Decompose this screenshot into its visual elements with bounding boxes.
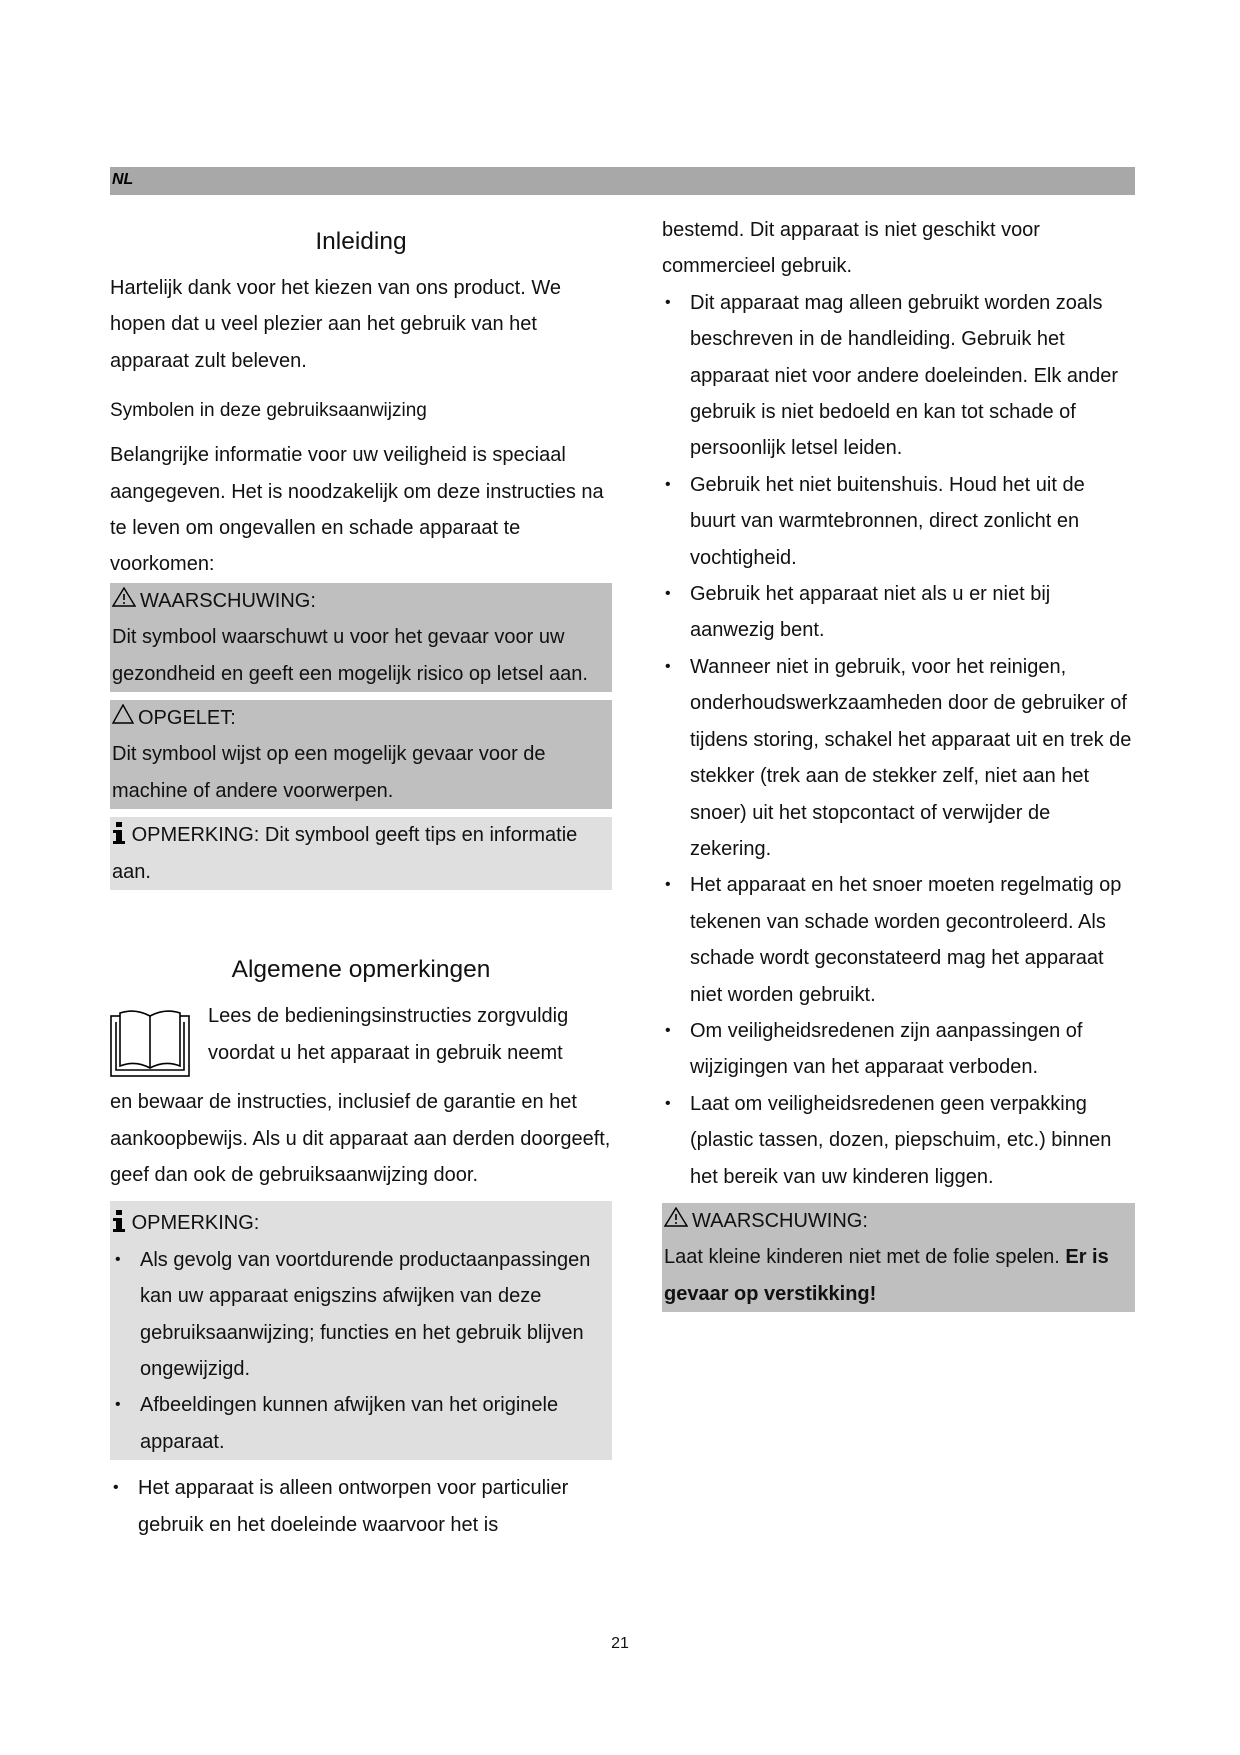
left-bullet-list [110, 1470, 612, 1543]
list-item: • Om veiligheidsredenen zijn aanpassingen of wijzigingen van het apparaat verboden. [662, 1013, 1135, 1086]
bullet: • [665, 293, 671, 311]
bullet: • [665, 876, 671, 894]
list-item: • Laat om veiligheidsredenen geen verpakking (plastic tassen, dozen, piepschuim, etc.) binnen het bereik van uw kinderen liggen. [662, 1086, 1135, 1195]
note-label: OPMERKING: [131, 824, 260, 847]
continuation-text: bestemd. Dit apparaat is niet geschikt voor commercieel gebruik. [662, 219, 1040, 278]
bullet: • [665, 585, 671, 603]
bullet: • [665, 1021, 671, 1039]
left-column [110, 210, 612, 1543]
list-item: • Afbeeldingen kunnen afwijken van het originele apparaat. [112, 1387, 610, 1460]
note2-label: OPMERKING: [131, 1212, 260, 1235]
note-text: Dit symbool geeft tips en informatie aan. [112, 824, 578, 883]
page-number: 21 [611, 1635, 629, 1652]
symbols-title: Symbolen in deze gebruiksaanwijzing [110, 400, 427, 422]
bullet: • [113, 1479, 119, 1497]
bullet: • [665, 657, 671, 675]
list-item: • Als gevolg van voortdurende productaanpassingen kan uw apparaat enigszins afwijken van deze gebruiksaanwijzing; functies en het gebruik blijven ongewijzigd. [112, 1242, 610, 1388]
warning-text-2: Laat kleine kinderen niet met de folie spelen. Er is gevaar op verstikking! [664, 1246, 1109, 1305]
intro-text: Hartelijk dank voor het kiezen van ons product. We hopen dat u veel plezier aan het gebruik van het apparaat zult beleven. [110, 277, 561, 372]
caution-box [110, 700, 612, 809]
right-column [662, 212, 1135, 1312]
bullet: • [115, 1396, 121, 1414]
caution-text: Dit symbool wijst op een mogelijk gevaar voor de machine of andere voorwerpen. [112, 743, 546, 802]
caution-triangle-icon [112, 700, 134, 736]
bullet: • [665, 1094, 671, 1112]
note2-box [110, 1201, 612, 1460]
warning-triangle-icon [112, 583, 136, 619]
header-bar [110, 167, 1135, 195]
list-item: • Gebruik het niet buitenshuis. Houd het uit de buurt van warmtebronnen, direct zonlicht en vochtigheid. [662, 467, 1135, 576]
warning-box-2 [662, 1203, 1135, 1312]
language-code: NL [112, 171, 134, 188]
list-item: • Het apparaat is alleen ontworpen voor particulier gebruik en het doeleinde waarvoor het is [110, 1470, 612, 1543]
right-bullet-list [662, 285, 1135, 1195]
caution-label: OPGELET: [138, 707, 236, 730]
note2-list [112, 1242, 610, 1460]
bullet: • [665, 475, 671, 493]
manual-row [110, 998, 612, 1084]
list-item: • Wanneer niet in gebruik, voor het reinigen, onderhoudswerkzaamheden door de gebruiker of tijdens storing, schakel het apparaat uit en trek de stekker (trek aan de stekker zelf, niet aan het snoer) uit het stopcontact of verwijder de zekering. [662, 649, 1135, 867]
warning-label: WAARSCHUWING: [140, 589, 316, 612]
warning-box [110, 583, 612, 692]
intro-title: Inleiding [315, 228, 407, 255]
info-icon [112, 824, 132, 846]
note-box [110, 817, 612, 890]
list-item: • Gebruik het apparaat niet als u er niet bij aanwezig bent. [662, 576, 1135, 649]
manual-book-icon [110, 998, 190, 1084]
general-title: Algemene opmerkingen [231, 956, 491, 984]
list-item: • Het apparaat en het snoer moeten regelmatig op tekenen van schade worden gecontroleerd. Als schade wordt geconstateerd mag het apparaat niet worden gebruikt. [662, 867, 1135, 1013]
general-text-1: Lees de bedieningsinstructies zorgvuldig voordat u het apparaat in gebruik neemt [208, 1005, 569, 1064]
general-text-2: en bewaar de instructies, inclusief de garantie en het aankoopbewijs. Als u dit apparaat aan derden doorgeeft, geef dan ook de gebruiksaanwijzing door. [110, 1091, 611, 1186]
warning-label-2: WAARSCHUWING: [692, 1209, 868, 1232]
list-item: • Dit apparaat mag alleen gebruikt worden zoals beschreven in de handleiding. Gebruik het apparaat niet voor andere doeleinden. Elk ander gebruik is niet bedoeld en kan tot schade of persoonlijk letsel leiden. [662, 285, 1135, 467]
bullet: • [115, 1250, 121, 1268]
warning-text: Dit symbool waarschuwt u voor het gevaar voor uw gezondheid en geeft een mogelijk risico op letsel aan. [112, 626, 588, 685]
symbols-text: Belangrijke informatie voor uw veiligheid is speciaal aangegeven. Het is noodzakelijk om deze instructies na te leven om ongevallen en schade apparaat te voorkomen: [110, 444, 604, 576]
info-icon-2 [112, 1212, 132, 1234]
warning-triangle-icon-2 [664, 1203, 688, 1239]
